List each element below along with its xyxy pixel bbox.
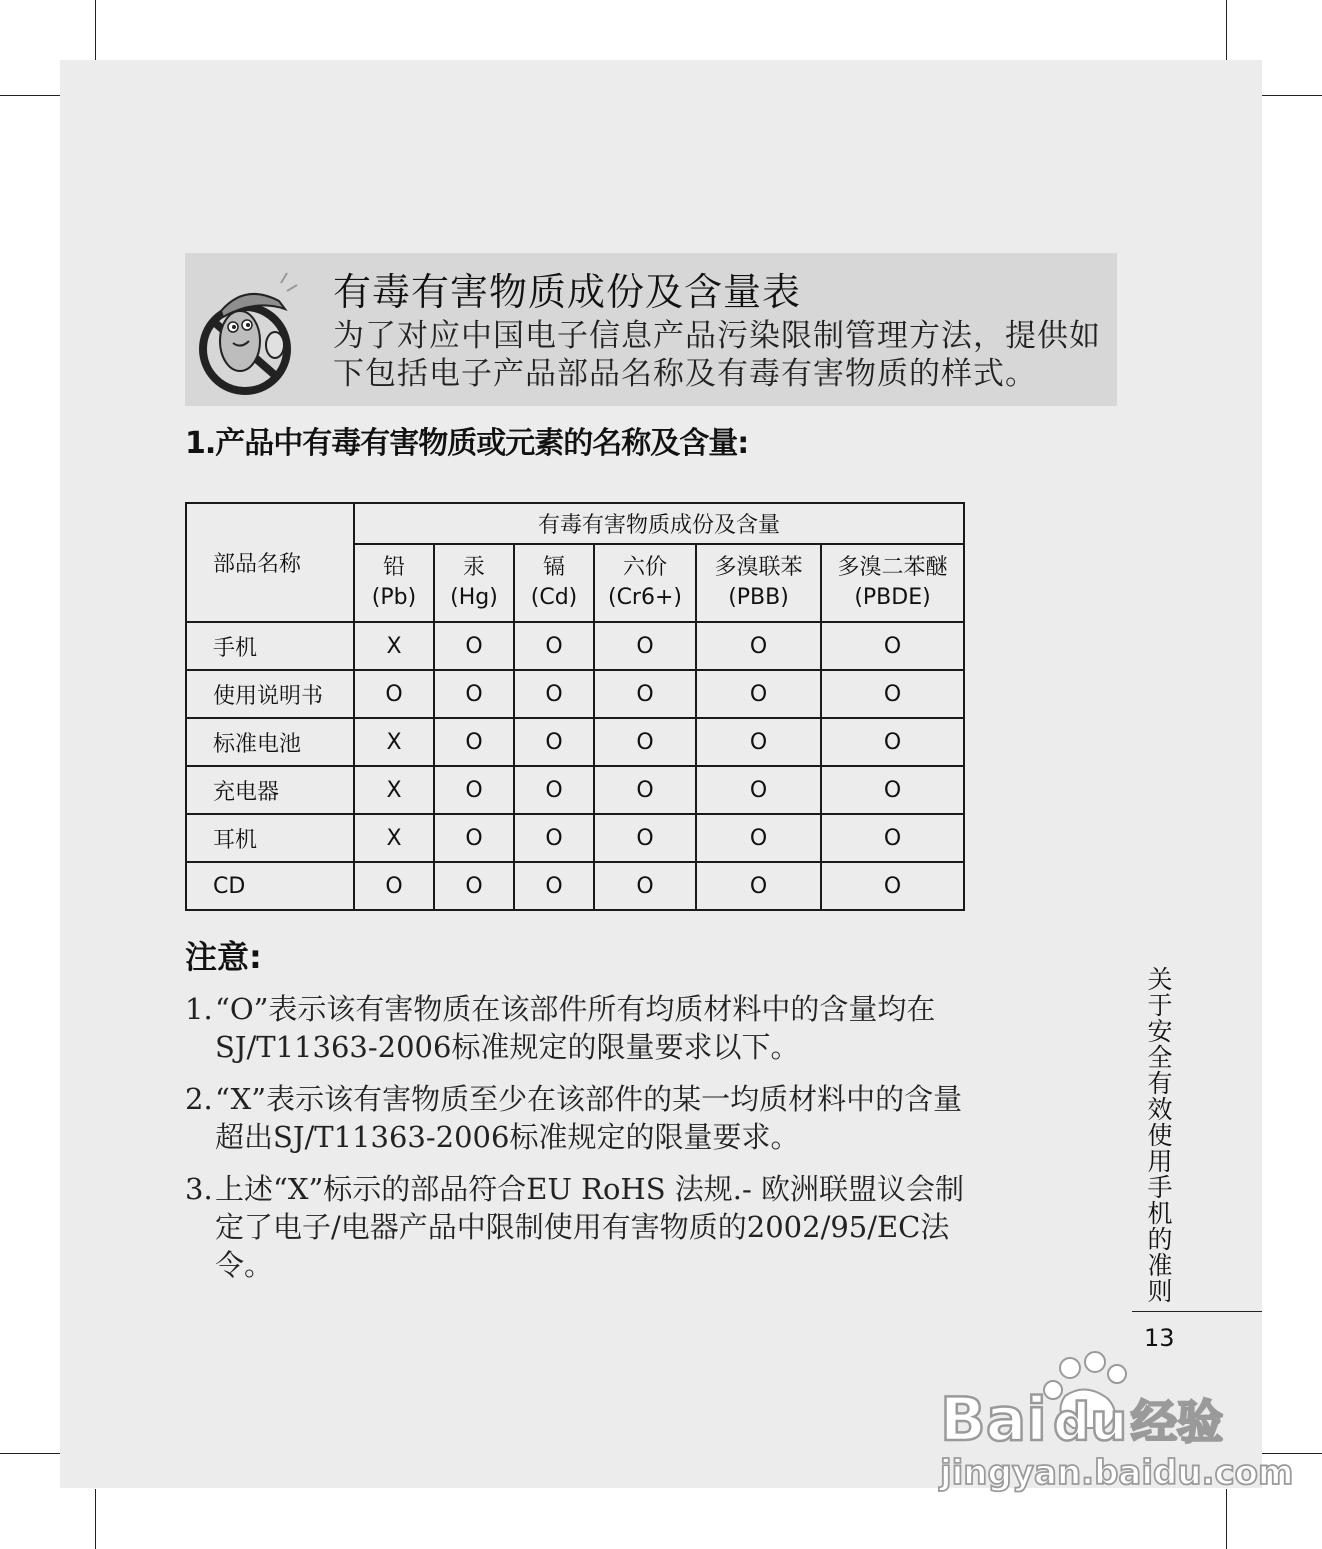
column-header (594, 544, 696, 622)
value-cell: O (594, 670, 696, 718)
value-cell: X (354, 766, 434, 814)
column-header (821, 544, 964, 622)
column-header (696, 544, 821, 622)
value-cell: O (696, 718, 821, 766)
crop-mark (1226, 1489, 1227, 1549)
table-row (186, 670, 964, 718)
value-cell: O (696, 622, 821, 670)
value-cell: O (594, 766, 696, 814)
column-header (514, 544, 594, 622)
section-title: 1.产品中有毒有害物质或元素的名称及含量: (185, 426, 749, 461)
value-cell: X (354, 718, 434, 766)
column-symbol: (PBB) (728, 585, 789, 610)
value-cell: O (434, 862, 514, 910)
table-row (186, 622, 964, 670)
value-cell: O (821, 622, 964, 670)
part-name-cell: CD (186, 862, 354, 910)
table-row (186, 718, 964, 766)
baidu-jingyan-watermark-icon (935, 1352, 1294, 1493)
column-header (434, 544, 514, 622)
watermark-logo-text: du (1053, 1393, 1128, 1453)
value-cell: O (354, 670, 434, 718)
value-cell: O (354, 862, 434, 910)
value-cell: O (696, 670, 821, 718)
watermark-url: jingyan.baidu.com (940, 1453, 1294, 1493)
value-cell: O (696, 766, 821, 814)
value-cell: O (514, 862, 594, 910)
note-text: 上述“X”标示的部品符合EU RoHS 法规.- 欧洲联盟议会制定了电子/电器产品中限制使用有害物质的2002/95/EC法令。 (215, 1172, 965, 1282)
table-row (186, 766, 964, 814)
note-number: 2. (185, 1082, 213, 1116)
crop-mark (95, 1489, 96, 1549)
value-cell: O (434, 814, 514, 862)
value-cell: O (514, 718, 594, 766)
notes-list (185, 990, 985, 1298)
watermark-logo-text: 经验 (1131, 1395, 1223, 1449)
column-name: 六价 (622, 555, 667, 580)
column-symbol: (PBDE) (854, 585, 931, 610)
value-cell: O (821, 766, 964, 814)
column-symbol: (Pb) (371, 585, 417, 610)
banner-description: 为了对应中国电子信息产品污染限制管理方法，提供如下包括电子产品部品名称及有毒有害物质的样式。 (333, 318, 1101, 392)
column-name: 多溴联苯 (714, 555, 803, 580)
value-cell: O (514, 814, 594, 862)
column-symbol: (Cr6+) (607, 585, 682, 610)
crop-mark (1226, 0, 1227, 60)
value-cell: X (354, 814, 434, 862)
value-cell: O (696, 814, 821, 862)
value-cell: O (821, 862, 964, 910)
note-item (185, 1170, 985, 1284)
crop-mark (1262, 95, 1322, 96)
banner-title: 有毒有害物质成份及含量表 (333, 270, 802, 314)
note-item (185, 990, 985, 1066)
note-text: “O”表示该有害物质在该部件所有均质材料中的含量均在SJ/T11363-2006标准规定的限量要求以下。 (215, 992, 936, 1064)
part-name-cell: 充电器 (186, 766, 354, 814)
value-cell: O (434, 622, 514, 670)
mascot-with-cap-icon (195, 261, 305, 396)
part-name-header: 部品名称 (186, 503, 354, 622)
value-cell: O (514, 766, 594, 814)
watermark-logo-text: Bai (940, 1385, 1047, 1455)
value-cell: O (514, 670, 594, 718)
part-name-cell: 标准电池 (186, 718, 354, 766)
manual-page (60, 60, 1262, 1488)
side-divider (1132, 1311, 1262, 1312)
note-item (185, 1080, 985, 1156)
substance-group-header: 有毒有害物质成份及含量 (354, 503, 964, 544)
column-name: 铅 (382, 555, 405, 580)
value-cell: O (434, 718, 514, 766)
value-cell: O (821, 670, 964, 718)
chapter-side-title: 关于安全有效使用手机的准则 (1144, 966, 1173, 1304)
page-number: 13 (1144, 1324, 1175, 1352)
crop-mark (95, 0, 96, 60)
column-name: 汞 (462, 555, 485, 580)
hazard-banner (185, 253, 1117, 406)
column-symbol: (Cd) (530, 585, 578, 610)
value-cell: O (594, 862, 696, 910)
part-name-cell: 耳机 (186, 814, 354, 862)
hazard-table (185, 502, 965, 911)
column-name: 多溴二苯醚 (837, 555, 948, 580)
value-cell: O (594, 718, 696, 766)
table-row (186, 814, 964, 862)
table-row (186, 862, 964, 910)
note-number: 3. (185, 1172, 213, 1206)
value-cell: O (594, 814, 696, 862)
value-cell: O (434, 670, 514, 718)
column-name: 镉 (542, 555, 565, 580)
note-text: “X”表示该有害物质至少在该部件的某一均质材料中的含量超出SJ/T11363-2006标准规定的限量要求。 (215, 1082, 963, 1154)
value-cell: O (821, 718, 964, 766)
column-header (354, 544, 434, 622)
value-cell: O (594, 622, 696, 670)
value-cell: X (354, 622, 434, 670)
column-symbol: (Hg) (450, 585, 498, 610)
crop-mark (0, 1453, 60, 1454)
value-cell: O (821, 814, 964, 862)
part-name-cell: 使用说明书 (186, 670, 354, 718)
note-number: 1. (185, 992, 213, 1026)
value-cell: O (514, 622, 594, 670)
notes-title: 注意: (185, 938, 262, 976)
part-name-cell: 手机 (186, 622, 354, 670)
value-cell: O (696, 862, 821, 910)
value-cell: O (434, 766, 514, 814)
crop-mark (0, 95, 60, 96)
